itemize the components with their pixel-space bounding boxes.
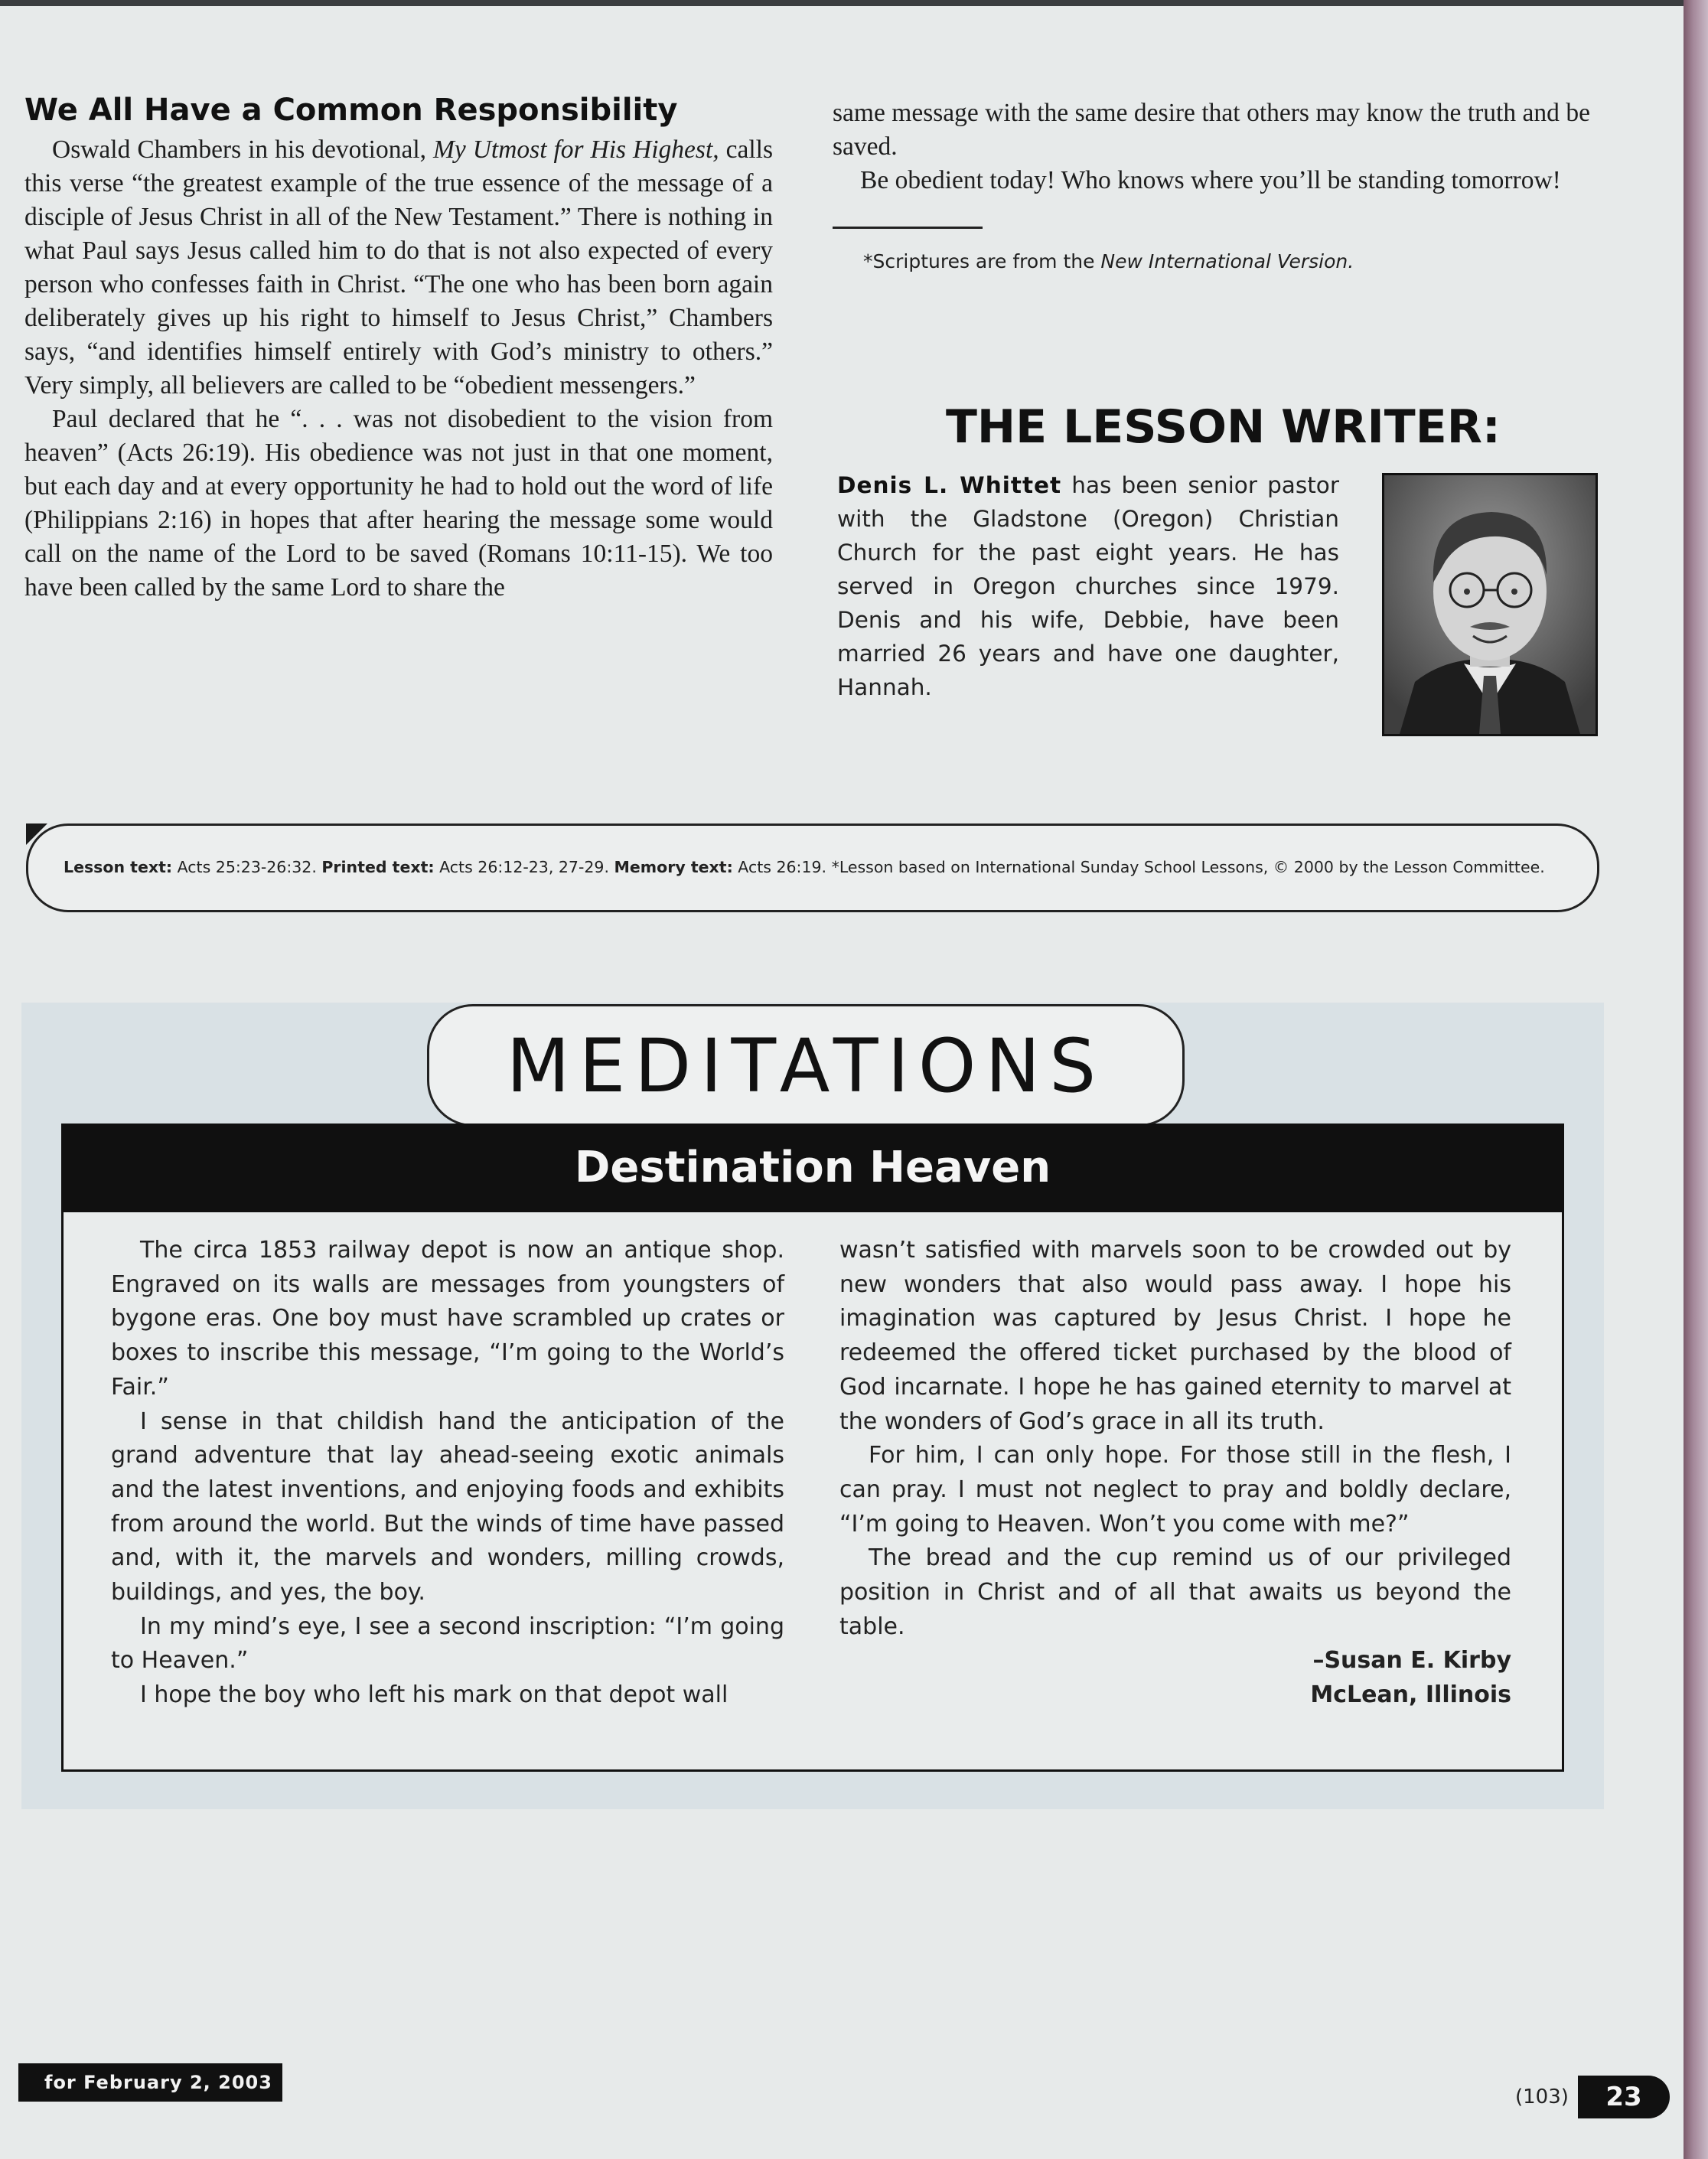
- lesson-writer-bio: [837, 468, 1339, 704]
- page-number: 23: [1578, 2076, 1670, 2118]
- paragraph-text: Oswald Chambers in his devotional,: [52, 135, 433, 164]
- lesson-writer-heading: THE LESSON WRITER:: [946, 400, 1501, 454]
- meditation-right-column: [839, 1234, 1511, 1713]
- lesson-text-value: Acts 25:23-26:32.: [172, 858, 322, 876]
- lesson-text-label: Lesson text:: [64, 858, 173, 876]
- meditation-title-banner: [61, 1124, 1564, 1212]
- meditations-title-frame: [427, 1004, 1185, 1127]
- paragraph-text: calls this verse “the greatest example of the true essence of the message of a disciple of Jesus Christ in all of the New Testament.” There is nothing in what Paul says Jesus called him to do that is not also expected of every person who confesses faith in Christ. “The one who has been born again deliberately gives up his right to himself to Jesus Christ,” Chambers says, “and identifies himself entirely with God’s ministry to others.” Very simply, all believers are called to be “obedient messengers.”: [24, 135, 774, 400]
- writer-name: Denis L. Whittet: [837, 472, 1062, 498]
- adjacent-page-edge: [1684, 0, 1708, 2159]
- folio-number: (103): [1515, 2086, 1569, 2108]
- meditation-byline: [839, 1644, 1511, 1712]
- writer-portrait-photo: [1382, 473, 1598, 736]
- footnote-text: *Scriptures are from the: [863, 250, 1101, 272]
- writer-bio-text: has been senior pastor with the Gladstone (Oregon) Christian Church for the past eight years. He has served in Oregon churches since 1979. Denis and his wife, Debbie, have been married 26 years and have one daughter, Hannah.: [837, 472, 1339, 700]
- footnote-divider: [833, 227, 983, 229]
- footnote-version: New International Version.: [1100, 250, 1354, 272]
- meditation-paragraph-5: For him, I can only hope. For those still in the flesh, I can pray. I must not neglect to pray and boldly declare, “I’m going to Heaven. Won’t you come with me?”: [839, 1442, 1511, 1538]
- meditation-left-column: [111, 1234, 784, 1713]
- article-heading: We All Have a Common Responsibility: [24, 93, 678, 128]
- scripture-footnote: [833, 249, 1590, 275]
- article-right-column: [833, 96, 1590, 275]
- author-name: –Susan E. Kirby: [1312, 1647, 1511, 1675]
- author-location: McLean, Illinois: [1310, 1681, 1511, 1709]
- top-page-edge: [0, 0, 1684, 6]
- article-left-column: [24, 90, 773, 605]
- printed-text-label: Printed text:: [321, 858, 435, 876]
- portrait-illustration: [1384, 475, 1596, 734]
- lesson-text-banner: [26, 823, 1599, 912]
- article-paragraph-4: Be obedient today! Who knows where you’ll be standing tomorrow!: [860, 166, 1561, 194]
- meditation-paragraph-6: The bread and the cup remind us of our privileged position in Christ and of all that awaits us beyond the table.: [839, 1544, 1511, 1640]
- lesson-references: [64, 853, 1545, 881]
- article-paragraph-1: [24, 133, 773, 403]
- book-title: My Utmost for His Highest,: [432, 135, 719, 164]
- article-paragraph-2: Paul declared that he “. . . was not disobedient to the vision from heaven” (Acts 26:19). His obedience was not just in that one moment, but each day and at every opportunity he had to hold out the word of life (Philippians 2:16) in hopes that after hearing the message some would call on the name of the Lord to be saved (Romans 10:11-15). We too have been called by the same Lord to share the: [24, 405, 773, 602]
- meditation-paragraph-4: I hope the boy who left his mark on that depot wall: [140, 1681, 729, 1709]
- meditation-paragraph-2: I sense in that childish hand the anticipation of the grand adventure that lay ahead-seeing exotic animals and the latest inventions, and enjoying foods and exhibits from around the world. But the winds of time have passed and, with it, the marvels and wonders, milling crowds, buildings, and yes, the boy.: [111, 1407, 784, 1606]
- banner-corner-mark: [26, 823, 47, 845]
- memory-text-label: Memory text:: [614, 858, 733, 876]
- meditation-paragraph-1: The circa 1853 railway depot is now an antique shop. Engraved on its walls are messages from youngsters of bygone eras. One boy must have scrambled up crates or boxes to inscribe this message, “I’m going to the World’s Fair.”: [111, 1237, 784, 1401]
- meditation-paragraph-4-continued: wasn’t satisfied with marvels soon to be crowded out by new wonders that also would pass away. I hope his imagination was captured by Jesus Christ. I hope he redeemed the offered ticket purchased by the blood of God incarnate. I hope he has gained eternity to marvel at the wonders of God’s grace in all its truth.: [839, 1237, 1511, 1435]
- meditations-section-title: MEDITATIONS: [506, 1023, 1106, 1109]
- article-paragraph-3: same message with the same desire that others may know the truth and be saved.: [833, 99, 1590, 161]
- meditation-body-box: [61, 1212, 1564, 1772]
- printed-text-value: Acts 26:12-23, 27-29.: [434, 858, 614, 876]
- meditation-title: Destination Heaven: [574, 1143, 1051, 1192]
- issue-date: for February 2, 2003: [18, 2063, 282, 2102]
- memory-text-value: Acts 26:19. *Lesson based on International Sunday School Lessons, © 2000 by the Lesson Committee.: [732, 858, 1545, 876]
- meditation-paragraph-3: In my mind’s eye, I see a second inscription: “I’m going to Heaven.”: [111, 1613, 784, 1675]
